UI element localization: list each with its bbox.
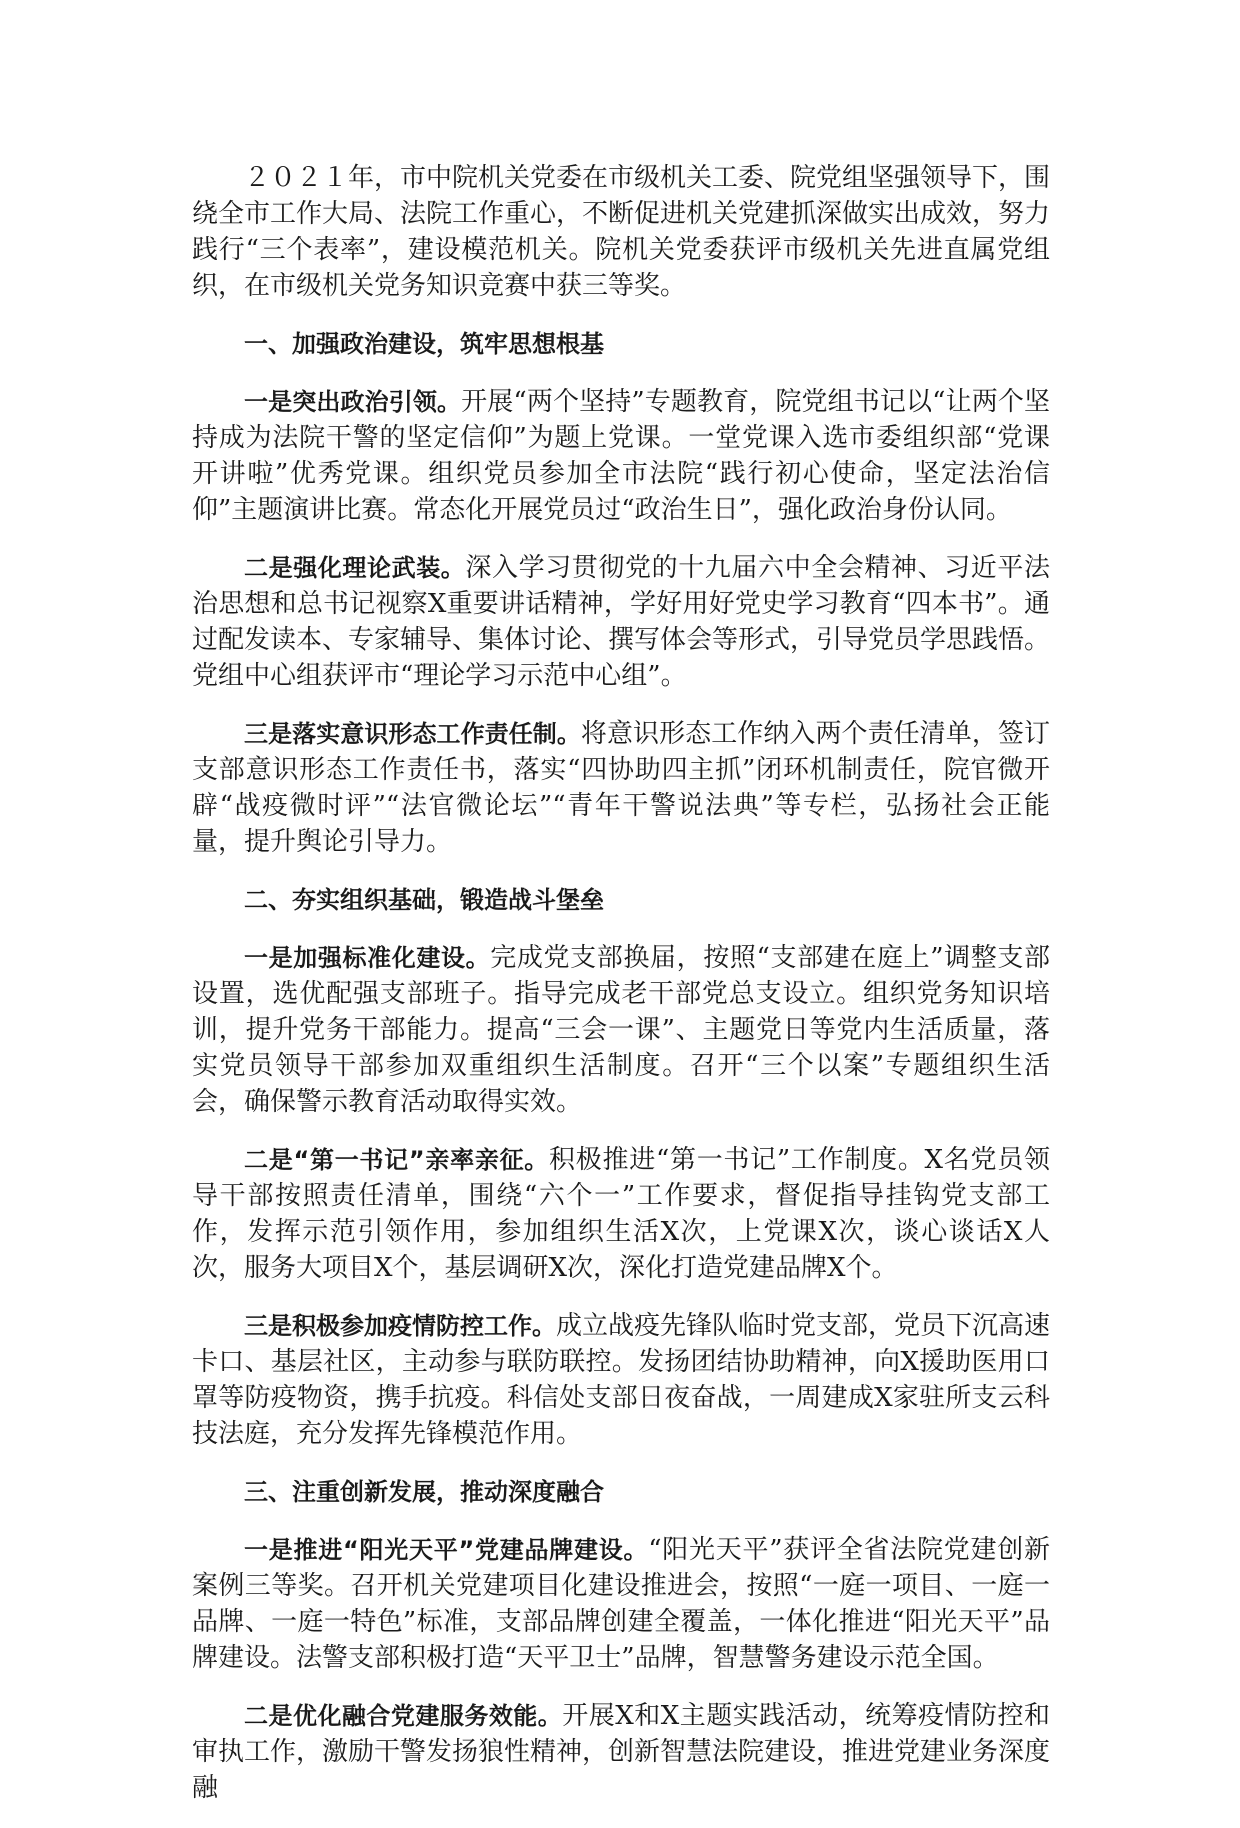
item-lead: 二是优化融合党建服务效能。 xyxy=(244,1702,563,1730)
item-text: 开展X和X主题实践活动，统筹疫情防控和审执工作，激励干警发扬狼性精神，创新智慧法院建设，推进党建业务深度融 xyxy=(192,1701,1051,1803)
item-lead: 一是加强标准化建设。 xyxy=(244,944,491,972)
document-body xyxy=(192,160,1050,1828)
item-lead: 二是强化理论武装。 xyxy=(244,554,466,582)
item-lead: 一是突出政治引领。 xyxy=(244,388,462,416)
section-1-item-1 xyxy=(192,384,1050,528)
section-1-item-3 xyxy=(192,716,1050,860)
section-3-heading: 三、注重创新发展，推动深度融合 xyxy=(244,1478,604,1506)
section-3-item-2 xyxy=(192,1698,1050,1806)
item-text: 积极推进“第一书记”工作制度。X名党员领导干部按照责任清单，围绕“六个一”工作要求，督促指导挂钩党支部工作，发挥示范引领作用，参加组织生活X次，上党课X次，谈心谈话X人次，服务大项目X个，基层调研X次，深化打造党建品牌X个。 xyxy=(192,1145,1050,1283)
section-1-heading: 一、加强政治建设，筑牢思想根基 xyxy=(244,330,604,358)
item-lead: 二是“第一书记”亲率亲征。 xyxy=(244,1146,550,1174)
item-lead: 三是积极参加疫情防控工作。 xyxy=(244,1312,556,1340)
item-text: 完成党支部换届，按照“支部建在庭上”调整支部设置，选优配强支部班子。指导完成老干部党总支设立。组织党务知识培训，提升党务干部能力。提高“三会一课”、主题党日等党内生活质量，落实党员领导干部参加双重组织生活制度。召开“三个以案”专题组织生活会，确保警示教育活动取得实效。 xyxy=(192,943,1050,1117)
section-2-heading: 二、夯实组织基础，锻造战斗堡垒 xyxy=(244,886,604,914)
section-3-item-1 xyxy=(192,1532,1050,1676)
item-lead: 一是推进“阳光天平”党建品牌建设。 xyxy=(244,1536,649,1564)
item-text: 深入学习贯彻党的十九届六中全会精神、习近平法治思想和总书记视察X重要讲话精神，学好用好党史学习教育“四本书”。通过配发读本、专家辅导、集体讨论、撰写体会等形式，引导党员学思践悟。党组中心组获评市“理论学习示范中心组”。 xyxy=(192,553,1051,691)
item-text: 成立战疫先锋队临时党支部，党员下沉高速卡口、基层社区，主动参与联防联控。发扬团结协助精神，向X援助医用口罩等防疫物资，携手抗疫。科信处支部日夜奋战，一周建成X家驻所支云科技法庭，充分发挥先锋模范作用。 xyxy=(192,1311,1051,1449)
item-text: 开展“两个坚持”专题教育，院党组书记以“让两个坚持成为法院干警的坚定信仰”为题上党课。一堂党课入选市委组织部“党课开讲啦”优秀党课。组织党员参加全市法院“践行初心使命，坚定法治信仰”主题演讲比赛。常态化开展党员过“政治生日”，强化政治身份认同。 xyxy=(192,387,1050,525)
section-2-item-2 xyxy=(192,1142,1050,1286)
item-text: “阳光天平”获评全省法院党建创新案例三等奖。召开机关党建项目化建设推进会，按照“一庭一项目、一庭一品牌、一庭一特色”标准，支部品牌创建全覆盖，一体化推进“阳光天平”品牌建设。法警支部积极打造“天平卫士”品牌，智慧警务建设示范全国。 xyxy=(192,1535,1051,1673)
section-2-item-3 xyxy=(192,1308,1050,1452)
section-1-item-2 xyxy=(192,550,1050,694)
intro-paragraph: ２０２１年，市中院机关党委在市级机关工委、院党组坚强领导下，围绕全市工作大局、法院工作重心，不断促进机关党建抓深做实出成效，努力践行“三个表率”，建设模范机关。院机关党委获评市级机关先进直属党组织，在市级机关党务知识竞赛中获三等奖。 xyxy=(192,163,1051,301)
item-text: 将意识形态工作纳入两个责任清单，签订支部意识形态工作责任书，落实“四协助四主抓”闭环机制责任，院官微开辟“战疫微时评”“法官微论坛”“青年干警说法典”等专栏，弘扬社会正能量，提升舆论引导力。 xyxy=(192,719,1050,857)
item-lead: 三是落实意识形态工作责任制。 xyxy=(244,720,581,748)
section-2-item-1 xyxy=(192,940,1050,1120)
